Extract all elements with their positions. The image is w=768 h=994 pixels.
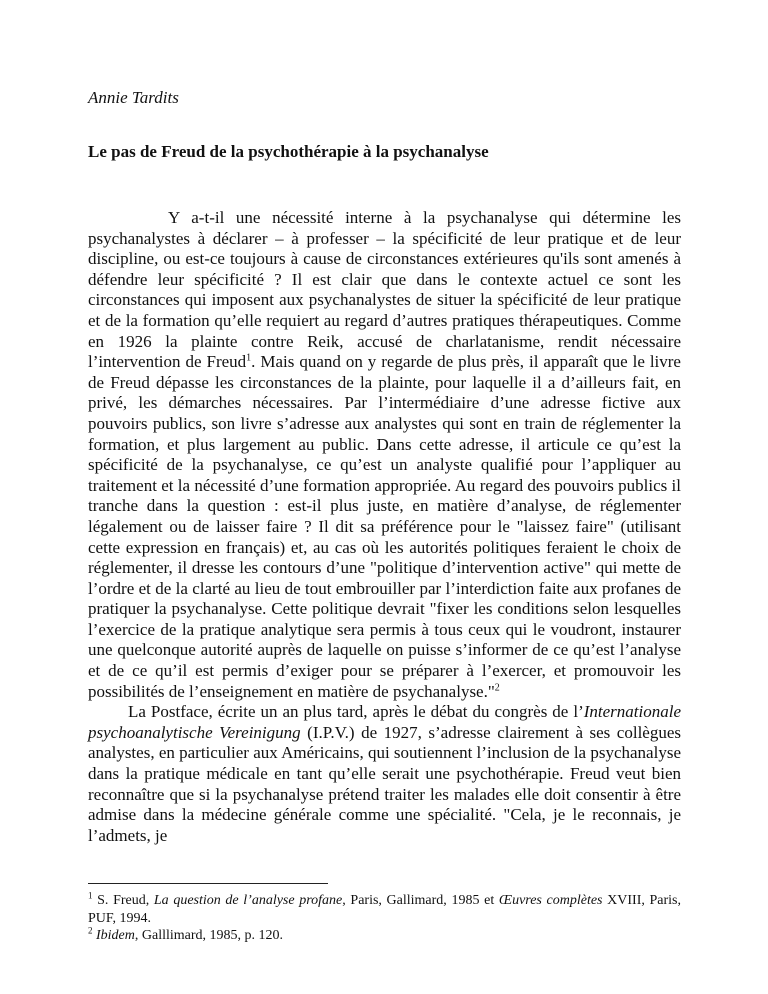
- paragraph-text: (I.P.V.) de 1927, s’adresse clairement à ses collègues analystes, en particulier aux Américains, qui soutiennent l’inclusion de la psychanalyse dans la pratique médicale en tant qu’elle serait une psychothérapie. Freud veut bien reconnaître que si la psychanalyse prétend traiter les malades elle doit consentir à être admise dans la médecine générale comme une spécialité. "Cela, je le reconnais, je l’admets, je: [88, 722, 682, 845]
- footnote-italic: Ibidem: [96, 928, 135, 943]
- italic-term: Internationale psychoanalytische Vereinigung: [88, 702, 681, 742]
- paragraph-text: Y a-t-il une nécessité interne à la psychanalyse qui détermine les psychanalystes à déclarer – à professer – la spécificité de leur pratique et de leur discipline, ou est-ce toujours à cause de circonstances extérieures qu'ils sont amenés à défendre leur spécificité ? Il est clair que dans le contexte actuel ce sont les circonstances qui imposent aux psychanalystes de situer la spécificité de leur pratique et de la formation qu’elle requiert au regard d’autres pratiques thérapeutiques. Comme en 1926 la plainte contre Reik, accusé de charlatanisme, rendit nécessaire l’intervention de Freud: [88, 208, 681, 372]
- footnote-text: , Paris, Gallimard, 1985 et: [342, 893, 499, 908]
- author-name: Annie Tardits: [88, 88, 179, 107]
- paragraph: [88, 208, 681, 702]
- footnote-text: XVIII, Paris, PUF, 1994.: [88, 893, 682, 926]
- footnote-italic: La question de l’analyse profane: [153, 893, 343, 908]
- footnote-separator: [88, 883, 328, 884]
- footnote-number: 2: [88, 925, 93, 936]
- footnotes: [88, 892, 681, 945]
- paragraph: [88, 702, 681, 846]
- footnote-ref[interactable]: 2: [494, 682, 500, 693]
- paragraph-text: . Mais quand on y regarde de plus près, il apparaît que le livre de Freud dépasse les circonstances de la plainte, pour laquelle il a d’ailleurs fait, en privé, les démarches nécessaires. Par l’intermédiaire d’une adresse fictive aux pouvoirs publics, son livre s’adresse aux analystes qui sont en train de réglementer la formation, et plus largement au public. Dans cette adresse, il articule ce qu’est la spécificité de la psychanalyse, ce qu’est un analyste qualifié pour l’appliquer au traitement et la nécessité d’une formation appropriée. Au regard des pouvoirs publics il tranche dans la question : est-il plus juste, en matière d’analyse, de réglementer légalement ou de laisser faire ? Il dit sa préférence pour le "laissez faire" (utilisant cette expression en français) et, au cas où les autorités politiques feraient le choix de réglementer, il dresse les contours d’une "politique d’intervention active" qui mette de l’ordre et de la clarté au lieu de tout embrouiller par l’interdiction faite aux profanes de pratiquer la psychanalyse. Cette politique devrait "fixer les conditions selon lesquelles l’exercice de la pratique analytique sera permis à tous ceux qui le voudront, instaurer une quelconque autorité auprès de laquelle on puisse s’informer de ce qu’est l’analyse et de ce qu’il est permis d’exiger pour se préparer à l’exercer, et promouvoir les possibilités de l’enseignement en matière de psychanalyse.": [88, 352, 681, 701]
- article-body: [88, 208, 681, 846]
- footnote-ref[interactable]: 1: [246, 352, 252, 364]
- footnote: [88, 927, 681, 945]
- footnote-italic: Œuvres complètes: [498, 893, 603, 908]
- paragraph-text: La Postface, écrite un an plus tard, après le débat du congrès de l’: [128, 702, 584, 722]
- footnote: [88, 892, 681, 927]
- footnote-text: , Galllimard, 1985, p. 120.: [134, 928, 284, 943]
- footnote-number: 1: [88, 890, 93, 901]
- article-title: Le pas de Freud de la psychothérapie à la psychanalyse: [88, 142, 489, 161]
- footnote-text: S. Freud,: [92, 893, 154, 908]
